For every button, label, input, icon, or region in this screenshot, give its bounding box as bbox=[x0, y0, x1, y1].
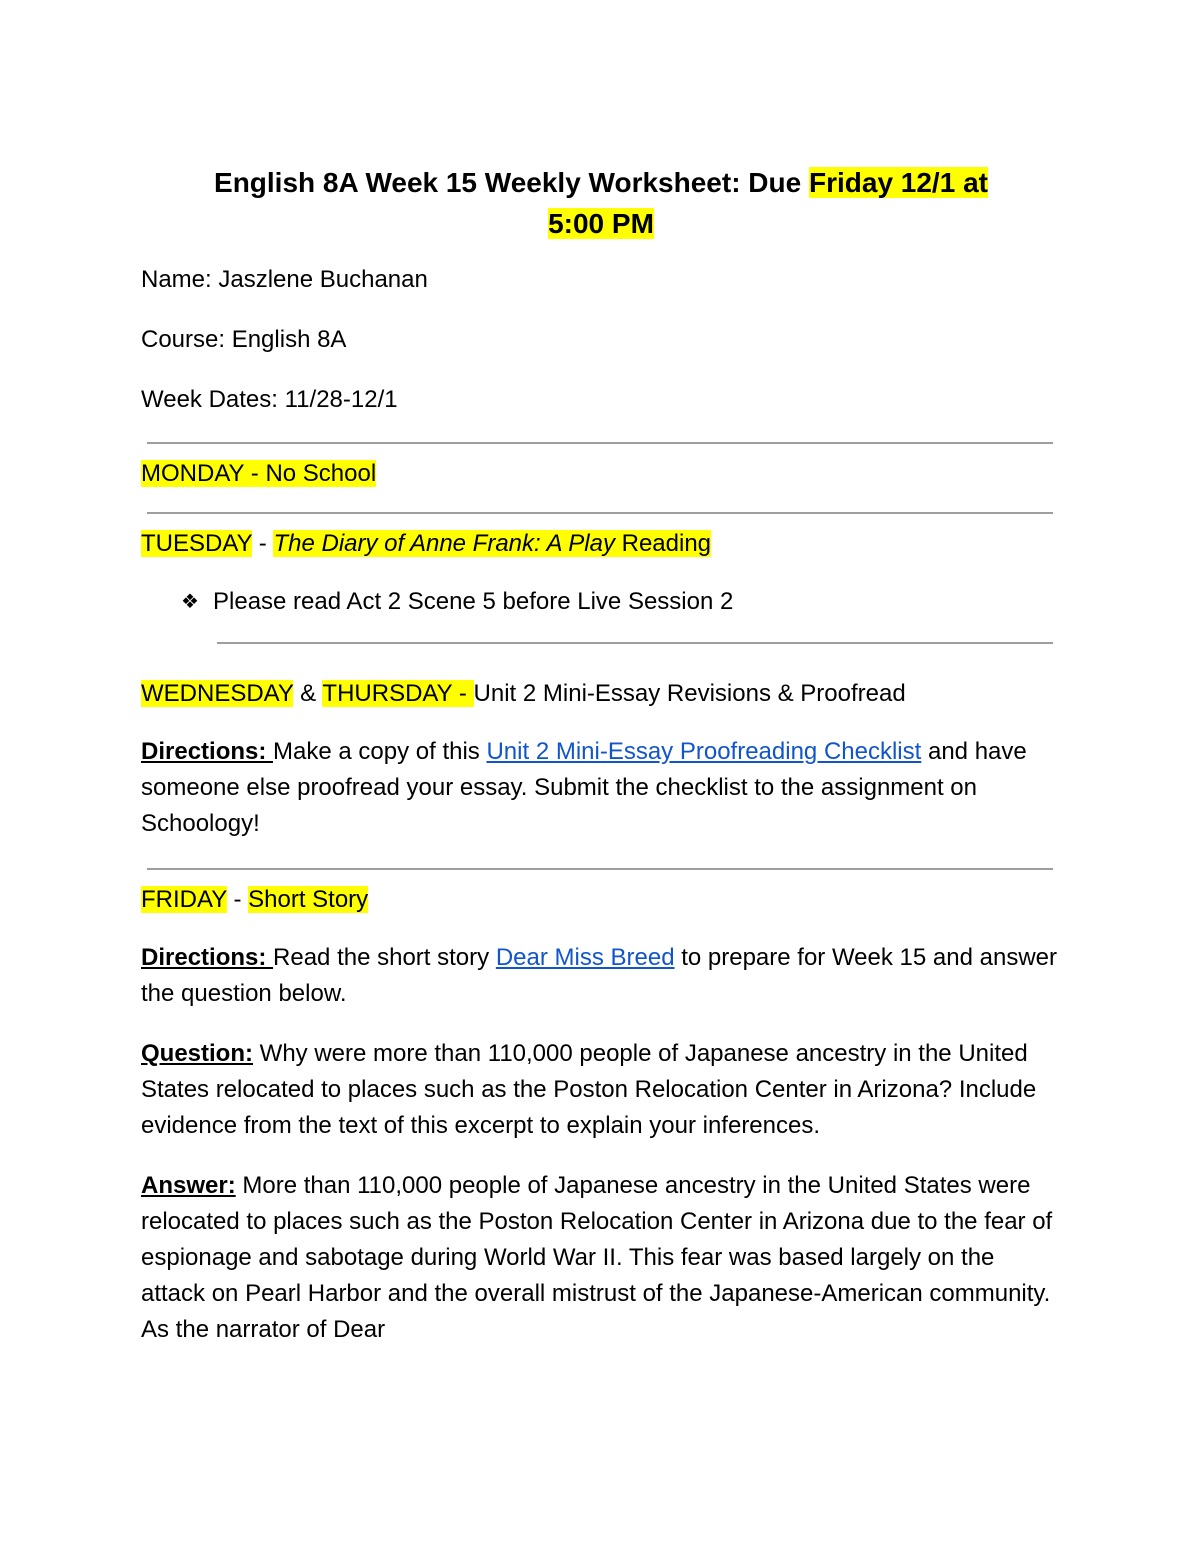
friday-label: FRIDAY bbox=[141, 886, 227, 913]
wed-thu-separator: - bbox=[452, 680, 474, 707]
tuesday-separator: - bbox=[252, 530, 274, 557]
wed-thu-directions bbox=[141, 734, 1061, 842]
directions-text-rest: to prepare for Week 15 and answer the question below. bbox=[141, 944, 1057, 1007]
directions-text: Read the short story bbox=[273, 944, 496, 971]
play-title-rest: Reading bbox=[614, 530, 712, 557]
title-text: English 8A Week 15 Weekly Worksheet: Due bbox=[214, 167, 809, 198]
diamond-star-icon: ❖ bbox=[181, 591, 199, 613]
tuesday-day-label: TUESDAY bbox=[141, 530, 253, 557]
divider bbox=[147, 512, 1053, 514]
question-label: Question: bbox=[141, 1040, 253, 1067]
answer-block bbox=[141, 1168, 1061, 1348]
page-title bbox=[141, 162, 1061, 244]
question-block bbox=[141, 1036, 1061, 1144]
friday-heading bbox=[141, 882, 1061, 918]
directions-label: Directions: bbox=[141, 738, 274, 765]
directions-text: Make a copy of this bbox=[273, 738, 487, 765]
question-text: Why were more than 110,000 people of Japanese ancestry in the United States relocated to places such as the Poston Relocation Center in Arizona? Include evidence from the text of this excerpt to explain your inferences. bbox=[141, 1040, 1037, 1139]
divider bbox=[147, 868, 1053, 870]
worksheet-page bbox=[141, 162, 1061, 1348]
tuesday-bullet bbox=[181, 584, 1061, 620]
wed-thu-heading bbox=[141, 676, 1061, 712]
divider bbox=[217, 642, 1053, 644]
monday-label: MONDAY - No School bbox=[141, 460, 377, 487]
directions-label: Directions: bbox=[141, 944, 274, 971]
divider bbox=[147, 442, 1053, 444]
answer-label: Answer: bbox=[141, 1172, 236, 1199]
student-name: Name: Jaszlene Buchanan bbox=[141, 266, 428, 293]
tuesday-topic bbox=[273, 530, 711, 557]
wednesday-label: WEDNESDAY bbox=[141, 680, 294, 707]
tuesday-bullet-text: Please read Act 2 Scene 5 before Live Session 2 bbox=[213, 588, 734, 615]
due-time-highlight: 5:00 PM bbox=[548, 208, 654, 239]
monday-section bbox=[141, 456, 1061, 492]
dear-miss-breed-link[interactable]: Dear Miss Breed bbox=[495, 944, 675, 971]
answer-text: More than 110,000 people of Japanese ancestry in the United States were relocated to places such as the Poston Relocation Center in Arizona due to the fear of espionage and sabotage during World War II. This fear was based largely on the attack on Pearl Harbor and the overall mistrust of the Japanese-American community. As the narrator of Dear bbox=[141, 1172, 1053, 1343]
directions-text-rest: and have someone else proofread your essay. Submit the checklist to the assignment on Schoology! bbox=[141, 738, 1027, 837]
friday-directions bbox=[141, 940, 1061, 1012]
week-dates: Week Dates: 11/28-12/1 bbox=[141, 386, 398, 413]
play-title: The Diary of Anne Frank: A Play bbox=[273, 530, 615, 557]
friday-separator: - bbox=[226, 886, 249, 913]
ampersand: & bbox=[293, 680, 323, 707]
friday-topic: Short Story bbox=[248, 886, 369, 913]
tuesday-heading bbox=[141, 526, 1061, 562]
thursday-label-text: THURSDAY bbox=[322, 680, 453, 707]
due-date-highlight: Friday 12/1 at bbox=[808, 167, 988, 198]
proofreading-checklist-link[interactable]: Unit 2 Mini-Essay Proofreading Checklist bbox=[486, 738, 922, 765]
course-name: Course: English 8A bbox=[141, 326, 347, 353]
thursday-label bbox=[322, 680, 473, 707]
wed-thu-topic: Unit 2 Mini-Essay Revisions & Proofread bbox=[473, 680, 906, 707]
